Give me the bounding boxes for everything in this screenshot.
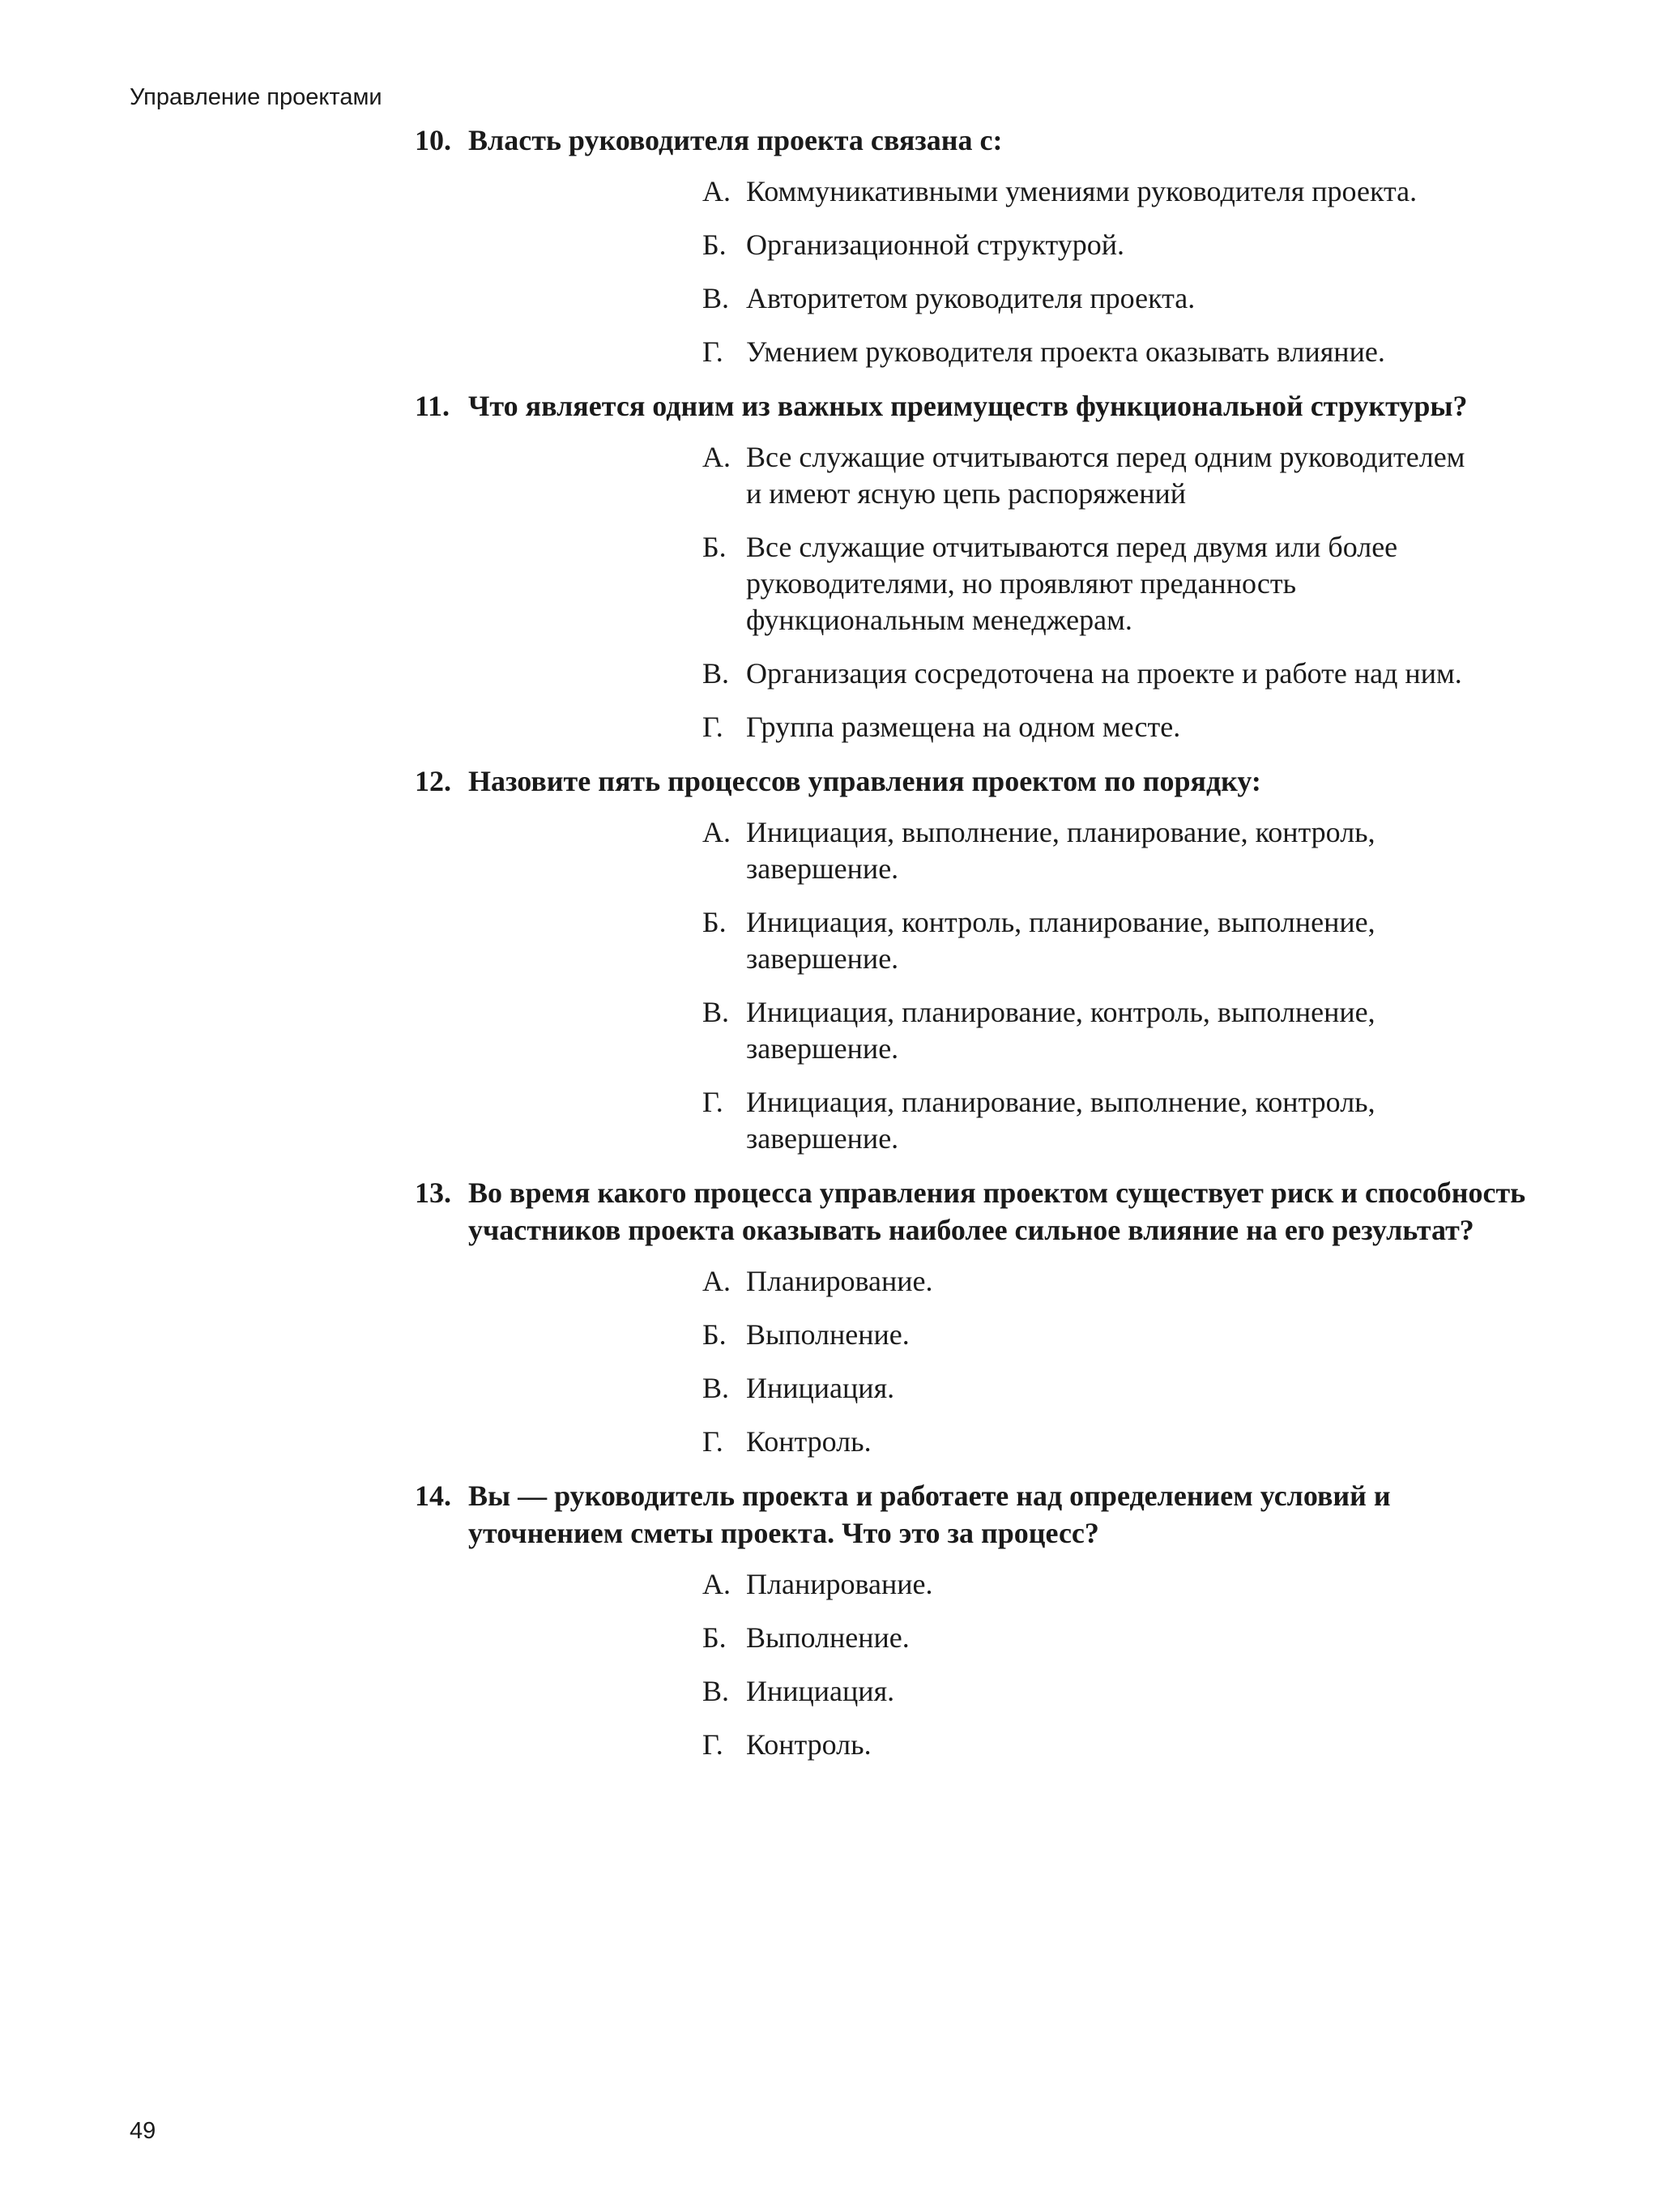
page-number: 49 bbox=[130, 2118, 156, 2144]
option-text: Группа размещена на одном месте. bbox=[746, 711, 1181, 743]
answer-option bbox=[702, 1370, 1545, 1407]
option-letter: Г. bbox=[702, 335, 723, 368]
answer-option bbox=[702, 709, 1545, 745]
option-text: Контроль. bbox=[746, 1728, 872, 1761]
answer-option bbox=[702, 1673, 1545, 1710]
option-letter: А. bbox=[702, 441, 731, 473]
answer-option bbox=[702, 814, 1545, 887]
option-text: Все служащие отчитываются перед одним руководителем и имеют ясную цепь распоряжений bbox=[746, 441, 1465, 510]
question-stem bbox=[415, 387, 1545, 425]
question-number: 14. bbox=[415, 1480, 451, 1512]
option-text: Авторитетом руководителя проекта. bbox=[746, 282, 1196, 314]
option-letter: Б. bbox=[702, 906, 727, 938]
option-text: Организационной структурой. bbox=[746, 228, 1125, 261]
question-13 bbox=[415, 1174, 1549, 1460]
option-letter: В. bbox=[702, 282, 730, 314]
option-text: Коммуникативными умениями руководителя проекта. bbox=[746, 175, 1418, 207]
question-text: Власть руководителя проекта связана с: bbox=[468, 124, 1003, 156]
option-text: Выполнение. bbox=[746, 1318, 910, 1351]
option-text: Планирование. bbox=[746, 1265, 933, 1297]
option-letter: А. bbox=[702, 1265, 731, 1297]
answer-options bbox=[702, 439, 1545, 745]
option-letter: Г. bbox=[702, 1728, 723, 1761]
answer-option bbox=[702, 1317, 1545, 1353]
answer-option bbox=[702, 1566, 1545, 1603]
question-number: 11. bbox=[415, 390, 450, 422]
answer-option bbox=[702, 655, 1545, 692]
option-letter: А. bbox=[702, 175, 731, 207]
option-letter: Б. bbox=[702, 228, 727, 261]
question-14 bbox=[415, 1477, 1549, 1763]
option-text: Умением руководителя проекта оказывать влияние. bbox=[746, 335, 1385, 368]
option-text: Инициация, выполнение, планирование, контроль, завершение. bbox=[746, 816, 1375, 885]
answer-option bbox=[702, 227, 1545, 263]
question-stem bbox=[415, 762, 1545, 800]
answer-option bbox=[702, 529, 1545, 638]
question-11 bbox=[415, 387, 1549, 745]
question-text: Что является одним из важных преимуществ функциональной структуры? bbox=[468, 390, 1468, 422]
option-letter: В. bbox=[702, 657, 730, 690]
answer-option bbox=[702, 334, 1545, 370]
question-stem bbox=[415, 122, 1545, 159]
option-letter: Б. bbox=[702, 531, 727, 563]
option-text: Инициация, планирование, контроль, выполнение, завершение. bbox=[746, 996, 1375, 1065]
answer-option bbox=[702, 173, 1545, 210]
question-stem bbox=[415, 1477, 1545, 1552]
option-letter: Г. bbox=[702, 1425, 723, 1458]
answer-options bbox=[702, 1566, 1545, 1763]
option-letter: Б. bbox=[702, 1621, 727, 1654]
question-12 bbox=[415, 762, 1549, 1157]
answer-option bbox=[702, 1263, 1545, 1300]
option-letter: Б. bbox=[702, 1318, 727, 1351]
question-list bbox=[415, 122, 1549, 1780]
question-number: 10. bbox=[415, 124, 451, 156]
question-text: Вы — руководитель проекта и работаете над определением условий и уточнением сметы проекта. Что это за процесс? bbox=[468, 1480, 1391, 1549]
question-number: 13. bbox=[415, 1176, 451, 1209]
answer-option bbox=[702, 1620, 1545, 1656]
answer-option bbox=[702, 439, 1545, 512]
option-letter: А. bbox=[702, 1568, 731, 1600]
option-text: Контроль. bbox=[746, 1425, 872, 1458]
option-text: Выполнение. bbox=[746, 1621, 910, 1654]
option-letter: Г. bbox=[702, 711, 723, 743]
option-text: Инициация, контроль, планирование, выполнение, завершение. bbox=[746, 906, 1375, 975]
option-text: Инициация. bbox=[746, 1675, 895, 1707]
option-text: Организация сосредоточена на проекте и работе над ним. bbox=[746, 657, 1462, 690]
option-letter: В. bbox=[702, 1372, 730, 1404]
question-number: 12. bbox=[415, 765, 451, 797]
answer-option bbox=[702, 1084, 1545, 1157]
option-letter: А. bbox=[702, 816, 731, 848]
answer-options bbox=[702, 1263, 1545, 1460]
answer-options bbox=[702, 173, 1545, 370]
question-stem bbox=[415, 1174, 1545, 1249]
answer-option bbox=[702, 280, 1545, 317]
option-text: Планирование. bbox=[746, 1568, 933, 1600]
question-10 bbox=[415, 122, 1549, 370]
answer-option bbox=[702, 994, 1545, 1067]
answer-option bbox=[702, 1727, 1545, 1763]
option-letter: В. bbox=[702, 1675, 730, 1707]
option-text: Инициация. bbox=[746, 1372, 895, 1404]
question-text: Назовите пять процессов управления проектом по порядку: bbox=[468, 765, 1261, 797]
option-letter: В. bbox=[702, 996, 730, 1028]
question-text: Во время какого процесса управления проектом существует риск и способность участников проекта оказывать наиболее сильное влияние на его результат? bbox=[468, 1176, 1526, 1246]
option-letter: Г. bbox=[702, 1086, 723, 1118]
option-text: Инициация, планирование, выполнение, контроль, завершение. bbox=[746, 1086, 1375, 1155]
option-text: Все служащие отчитываются перед двумя или более руководителями, но проявляют преданность функциональным менеджерам. bbox=[746, 531, 1398, 636]
running-header: Управление проектами bbox=[130, 84, 382, 110]
answer-options bbox=[702, 814, 1545, 1157]
answer-option bbox=[702, 904, 1545, 977]
answer-option bbox=[702, 1424, 1545, 1460]
